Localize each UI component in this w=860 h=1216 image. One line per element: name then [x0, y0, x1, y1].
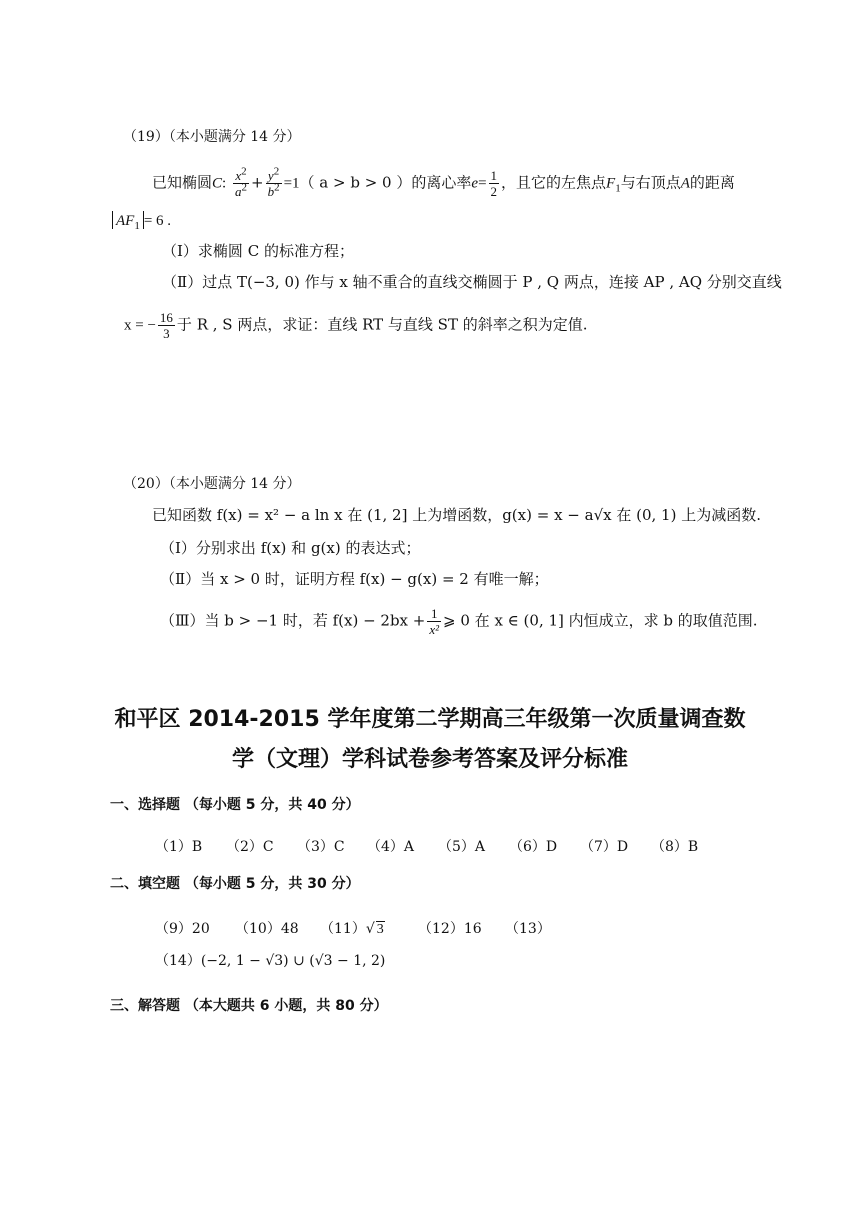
var-a: a: [234, 184, 242, 199]
answer-title-line2: 学（文理）学科试卷参考答案及评分标准: [231, 747, 628, 772]
ellipse-name: C: [212, 175, 223, 192]
var-y: y: [267, 168, 274, 183]
q20-part1: （Ⅰ）分别求出 f(x) 和 g(x) 的表达式；: [160, 539, 421, 557]
equals-six: = 6 .: [143, 213, 172, 229]
num-1: 1: [427, 606, 441, 622]
answer-7: （7）D: [580, 839, 629, 855]
answer-4: （4）A: [367, 839, 415, 855]
q19-part2-line2: [124, 310, 588, 341]
q19-text-focus: ，且它的左焦点: [501, 173, 607, 192]
answer-12: （12）16: [418, 921, 482, 937]
section1-title: 一、选择题 （每小题 5 分，共 40 分）: [110, 797, 360, 813]
q19-header: （19）（本小题满分 14 分）: [123, 129, 301, 145]
den-x2: x²: [429, 622, 440, 637]
sub-af: 1: [134, 220, 140, 232]
sub-1: 1: [615, 182, 621, 195]
q19-text-eccentricity: 的离心率: [411, 173, 472, 192]
var-AF: AF: [116, 213, 135, 229]
var-b: b: [267, 184, 275, 199]
answer-8: （8）B: [651, 839, 699, 855]
section2-title: 二、填空题 （每小题 5 分，共 30 分）: [110, 876, 360, 892]
var-e: e: [471, 175, 479, 192]
q20-part3: [160, 606, 758, 637]
fraction-y2-b2: $\frac{y^2}{b^2}$: [267, 165, 280, 199]
q19-text-distance: 的距离: [689, 173, 735, 192]
q20-stem: 已知函数 f(x) = x² − a ln x 在 (1, 2] 上为增函数，g(x) = x − a√x 在 (0, 1) 上为减函数.: [152, 506, 761, 524]
fraction-half: [489, 168, 500, 199]
q19-text-vertex: 与右顶点: [620, 173, 681, 192]
half-den: 2: [490, 184, 498, 199]
answer-11: [320, 918, 385, 938]
section3-title: 三、解答题 （本大题共 6 小题，共 80 分）: [110, 998, 388, 1014]
fraction-16-3: [158, 310, 175, 341]
equals-one: =1: [283, 175, 300, 192]
sqrt-symbol: √: [365, 921, 375, 937]
equals: =: [478, 175, 487, 192]
answer-2: （2）C: [226, 839, 274, 855]
abs-AF1: [112, 211, 144, 232]
answer-11-value: 3: [376, 922, 384, 937]
q19-stem-line2: [112, 210, 171, 231]
den-3: 3: [163, 326, 170, 341]
q19-part2-tail: 于 R , S 两点，求证：直线 RT 与直线 ST 的斜率之积为定值.: [176, 315, 588, 334]
colon: :: [222, 175, 227, 192]
q19-part2-line1: （Ⅱ）过点 T(−3, 0) 作与 x 轴不重合的直线交椭圆于 P , Q 两点，连接 AP , AQ 分别交直线: [162, 273, 782, 291]
x-equals-neg: x = −: [124, 317, 156, 334]
q20-part3-pre: （Ⅲ）当 b > −1 时，若 f(x) − 2bx +: [160, 611, 426, 630]
answer-14: （14）(−2, 1 − √3) ∪ (√3 − 1, 2): [155, 953, 386, 969]
answer-10: （10）48: [235, 921, 299, 937]
fraction-x2-a2: $\frac{x^2}{a^2}$: [234, 165, 247, 199]
q20-part3-post: ⩾ 0 在 x ∈ (0, 1] 内恒成立，求 b 的取值范围.: [443, 611, 758, 630]
fraction-1-x2: [427, 606, 441, 637]
q19-stem-line1: 已知椭圆C: $\frac{x^2}{a^2}$ + $\frac{y^2}{b^2}$ =1（ a > b > 0 ）的离心率e= $\frac{1}{2}$ ，且它的左焦点$F_1$与右顶点A的距离: [152, 165, 735, 199]
half-num: 1: [490, 168, 498, 183]
var-A: A: [680, 175, 690, 192]
answer-9: （9）20: [155, 921, 210, 937]
answer-1: （1）B: [155, 839, 203, 855]
q19-stem-text: 已知椭圆: [152, 173, 213, 192]
q19-part1: （Ⅰ）求椭圆 C 的标准方程；: [162, 242, 354, 260]
answer-6: （6）D: [509, 839, 558, 855]
num-16: 16: [159, 310, 173, 325]
answer-3: （3）C: [297, 839, 345, 855]
var-x: x: [235, 168, 242, 183]
answer-5: （5）A: [438, 839, 486, 855]
condition: （ a > b > 0 ）: [299, 173, 412, 192]
answer-title-line1: 和平区 2014-2015 学年度第二学期高三年级第一次质量调查数: [114, 707, 746, 732]
answer-13: （13）: [505, 921, 551, 937]
q20-part2: （Ⅱ）当 x > 0 时，证明方程 f(x) − g(x) = 2 有唯一解；: [160, 570, 549, 588]
answer-11-label: （11）: [320, 921, 366, 937]
q20-header: （20）（本小题满分 14 分）: [123, 476, 301, 492]
var-F: F: [606, 175, 616, 192]
